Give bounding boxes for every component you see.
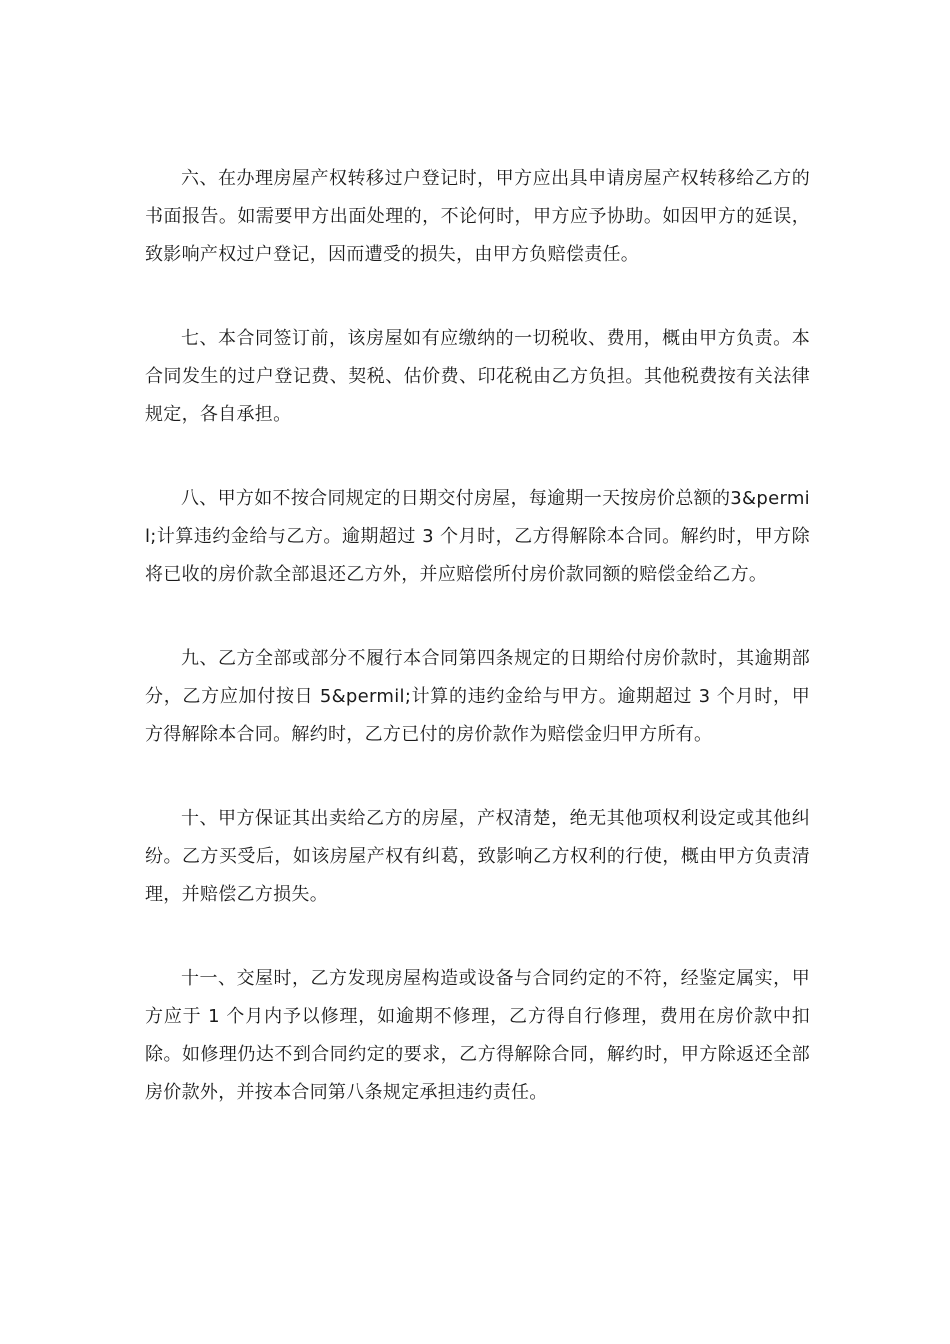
document-body: [145, 160, 810, 1158]
clause-7-paragraph: 七、本合同签订前，该房屋如有应缴纳的一切税收、费用，概由甲方负责。本合同发生的过户登记费、契税、估价费、印花税由乙方负担。其他税费按有关法律规定，各自承担。: [145, 328, 810, 425]
clause-9-paragraph: 九、乙方全部或部分不履行本合同第四条规定的日期给付房价款时，其逾期部分，乙方应加付按日 5&permil;计算的违约金给与甲方。逾期超过 3 个月时，甲方得解除本合同。解约时，乙方已付的房价款作为赔偿金归甲方所有。: [145, 648, 810, 745]
clause-6-paragraph: 六、在办理房屋产权转移过户登记时，甲方应出具申请房屋产权转移给乙方的书面报告。如需要甲方出面处理的，不论何时，甲方应予协助。如因甲方的延误，致影响产权过户登记，因而遭受的损失，由甲方负赔偿责任。: [145, 168, 810, 265]
clause-11-paragraph: 十一、交屋时，乙方发现房屋构造或设备与合同约定的不符，经鉴定属实，甲方应于 1 个月内予以修理，如逾期不修理，乙方得自行修理，费用在房价款中扣除。如修理仍达不到合同约定的要求，乙方得解除合同，解约时，甲方除返还全部房价款外，并按本合同第八条规定承担违约责任。: [145, 968, 810, 1103]
clause-8-paragraph: 八、甲方如不按合同规定的日期交付房屋，每逾期一天按房价总额的3&permil;计算违约金给与乙方。逾期超过 3 个月时，乙方得解除本合同。解约时，甲方除将已收的房价款全部退还乙方外，并应赔偿所付房价款同额的赔偿金给乙方。: [145, 488, 810, 585]
clause-10-paragraph: 十、甲方保证其出卖给乙方的房屋，产权清楚，绝无其他项权利设定或其他纠纷。乙方买受后，如该房屋产权有纠葛，致影响乙方权利的行使，概由甲方负责清理，并赔偿乙方损失。: [145, 808, 810, 905]
